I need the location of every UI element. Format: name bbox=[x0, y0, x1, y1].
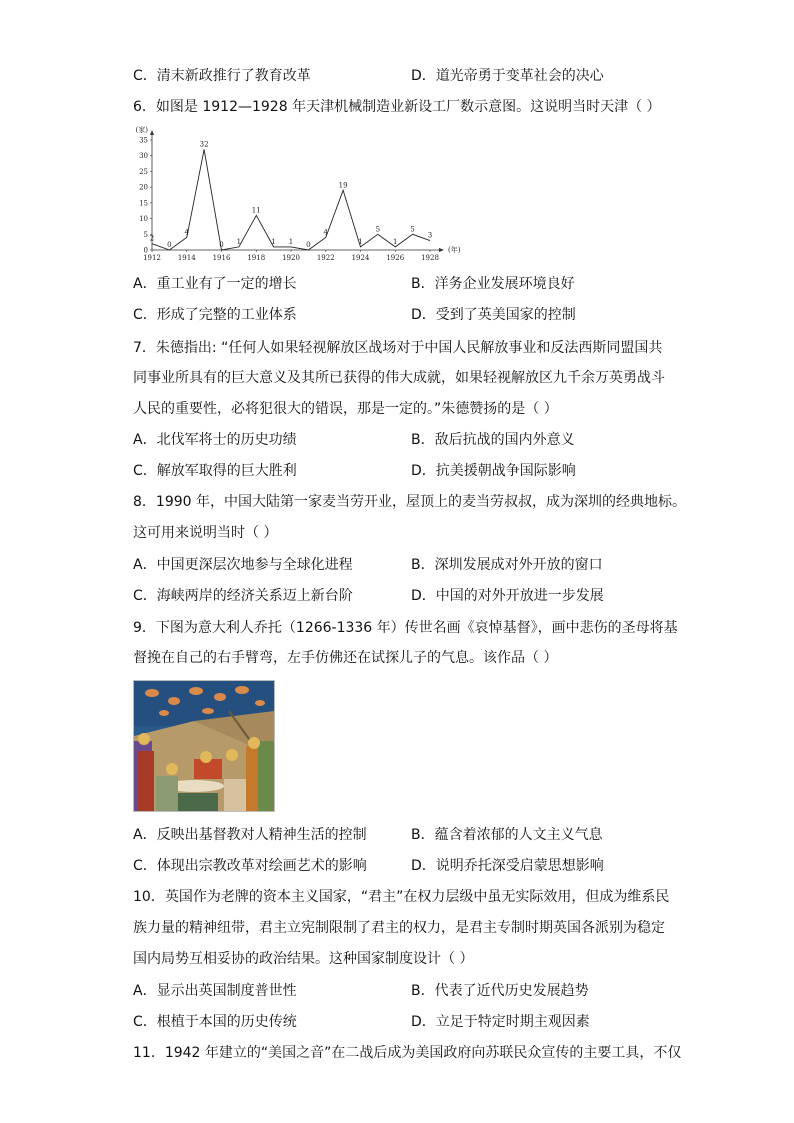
q9-option-d: D．说明乔托深受启蒙思想影响 bbox=[411, 858, 604, 874]
x-tick-label: 1912 bbox=[143, 254, 161, 262]
q10-option-d: D．立足于特定时期主观因素 bbox=[411, 1014, 590, 1030]
q7-option-b: B．敌后抗战的国内外意义 bbox=[411, 432, 575, 448]
q7-stem-line-3: 人民的重要性，必将犯很大的错误，那是一定的。”朱德赞扬的是（ ） bbox=[133, 401, 558, 417]
q8-stem-line-2: 这可用来说明当时（ ） bbox=[133, 525, 278, 541]
q10-stem-line-1: 10．英国作为老牌的资本主义国家，“君主”在权力层级中虽无实际效用，但成为维系民 bbox=[133, 889, 670, 905]
y-axis-label: (家) bbox=[135, 126, 148, 134]
data-label: 19 bbox=[338, 181, 348, 190]
q6-option-d: D．受到了英美国家的控制 bbox=[411, 307, 576, 323]
data-label: 5 bbox=[410, 225, 415, 234]
data-label: 1 bbox=[271, 237, 276, 246]
y-tick-label: 25 bbox=[139, 167, 148, 176]
data-label: 3 bbox=[427, 231, 433, 240]
data-label: 1 bbox=[288, 237, 294, 246]
q8-option-d: D．中国的对外开放进一步发展 bbox=[411, 588, 604, 604]
x-axis-arrow bbox=[439, 248, 444, 252]
q7-stem-line-1: 7．朱德指出: “任何人如果轻视解放区战场对于中国人民解放事业和反法西斯同盟国共 bbox=[133, 340, 663, 356]
q9-option-c: C．体现出宗教改革对绘画艺术的影响 bbox=[133, 858, 367, 874]
data-label: 0 bbox=[306, 241, 311, 249]
x-tick-label: 1928 bbox=[421, 254, 439, 262]
x-tick-label: 1920 bbox=[282, 254, 300, 262]
y-tick-label: 15 bbox=[139, 199, 148, 208]
y-tick-label: 5 bbox=[143, 230, 148, 239]
q6-option-a: A．重工业有了一定的增长 bbox=[133, 276, 297, 292]
data-label: 1 bbox=[236, 237, 242, 246]
q10-option-a: A．显示出英国制度普世性 bbox=[133, 983, 297, 999]
q6-line-chart bbox=[130, 126, 461, 266]
q8-stem-line-1: 8．1990 年，中国大陆第一家麦当劳开业，屋顶上的麦当劳叔叔，成为深圳的经典地标。 bbox=[133, 494, 686, 510]
q7-option-d: D．抗美援朝战争国际影响 bbox=[411, 463, 576, 479]
data-label: 2 bbox=[149, 234, 155, 243]
series-line bbox=[149, 149, 433, 250]
x-tick-label: 1926 bbox=[386, 254, 405, 262]
y-tick-label: 0 bbox=[143, 246, 148, 255]
q6-option-c: C．形成了完整的工业体系 bbox=[133, 307, 297, 323]
q9-option-b: B．蕴含着浓郁的人文主义气息 bbox=[411, 827, 603, 843]
y-tick-label: 30 bbox=[139, 152, 148, 161]
q6-option-b: B．洋务企业发展环境良好 bbox=[411, 276, 575, 292]
data-label: 1 bbox=[358, 237, 363, 246]
lamentation-painting bbox=[133, 680, 275, 812]
q7-option-a: A．北伐军将士的历史功绩 bbox=[133, 432, 297, 448]
data-label: 0 bbox=[219, 241, 224, 249]
x-tick-label: 1918 bbox=[247, 254, 266, 262]
y-tick-label: 10 bbox=[139, 215, 148, 224]
q10-option-b: B．代表了近代历史发展趋势 bbox=[411, 983, 589, 999]
q10-option-c: C．根植于本国的历史传统 bbox=[133, 1014, 297, 1030]
q10-stem-line-2: 族力量的精神纽带，君主立宪制限制了君主的权力，是君主专制时期英国各派别为稳定 bbox=[133, 920, 665, 936]
q11-stem-line-1: 11．1942 年建立的“美国之音”在二战后成为美国政府向苏联民众宣传的主要工具，不仅 bbox=[133, 1045, 682, 1061]
q7-option-c: C．解放军取得的巨大胜利 bbox=[133, 463, 297, 479]
data-label: 4 bbox=[323, 228, 328, 237]
y-tick-label: 35 bbox=[139, 136, 148, 145]
q9-option-a: A．反映出基督教对人精神生活的控制 bbox=[133, 827, 367, 843]
y-axis-arrow bbox=[150, 130, 154, 135]
data-label: 32 bbox=[199, 140, 209, 149]
q10-stem-line-3: 国内局势互相妥协的政治结果。这种国家制度设计（ ） bbox=[133, 951, 474, 967]
x-tick-label: 1916 bbox=[212, 254, 231, 262]
data-label: 1 bbox=[393, 237, 398, 246]
q5-option-d: D．道光帝勇于变革社会的决心 bbox=[411, 68, 604, 84]
q6-stem: 6．如图是 1912—1928 年天津机械制造业新设工厂数示意图。这说明当时天津（ ） bbox=[133, 99, 661, 115]
x-tick-label: 1914 bbox=[177, 254, 196, 262]
x-axis-label: (年) bbox=[448, 246, 461, 254]
data-label: 5 bbox=[375, 225, 381, 234]
y-tick-label: 20 bbox=[139, 183, 148, 192]
q5-option-c: C．清末新政推行了教育改革 bbox=[133, 68, 311, 84]
q9-stem-line-2: 督挽在自己的右手臂弯，左手仿佛还在试探儿子的气息。该作品（ ） bbox=[133, 650, 558, 666]
x-tick-label: 1924 bbox=[351, 254, 370, 262]
data-label: 4 bbox=[184, 228, 189, 237]
data-label: 0 bbox=[167, 241, 172, 249]
data-label: 11 bbox=[251, 206, 261, 215]
q8-option-b: B．深圳发展成对外开放的窗口 bbox=[411, 557, 603, 573]
x-tick-label: 1922 bbox=[316, 254, 335, 262]
q7-stem-line-2: 同事业所具有的巨大意义及其所已获得的伟大成就，如果轻视解放区九千余万英勇战斗 bbox=[133, 370, 665, 386]
q9-stem-line-1: 9．下图为意大利人乔托（1266-1336 年）传世名画《哀悼基督》，画中悲伤的圣母将基 bbox=[133, 620, 678, 636]
q8-option-c: C．海峡两岸的经济关系迈上新台阶 bbox=[133, 588, 353, 604]
q8-option-a: A．中国更深层次地参与全球化进程 bbox=[133, 557, 353, 573]
